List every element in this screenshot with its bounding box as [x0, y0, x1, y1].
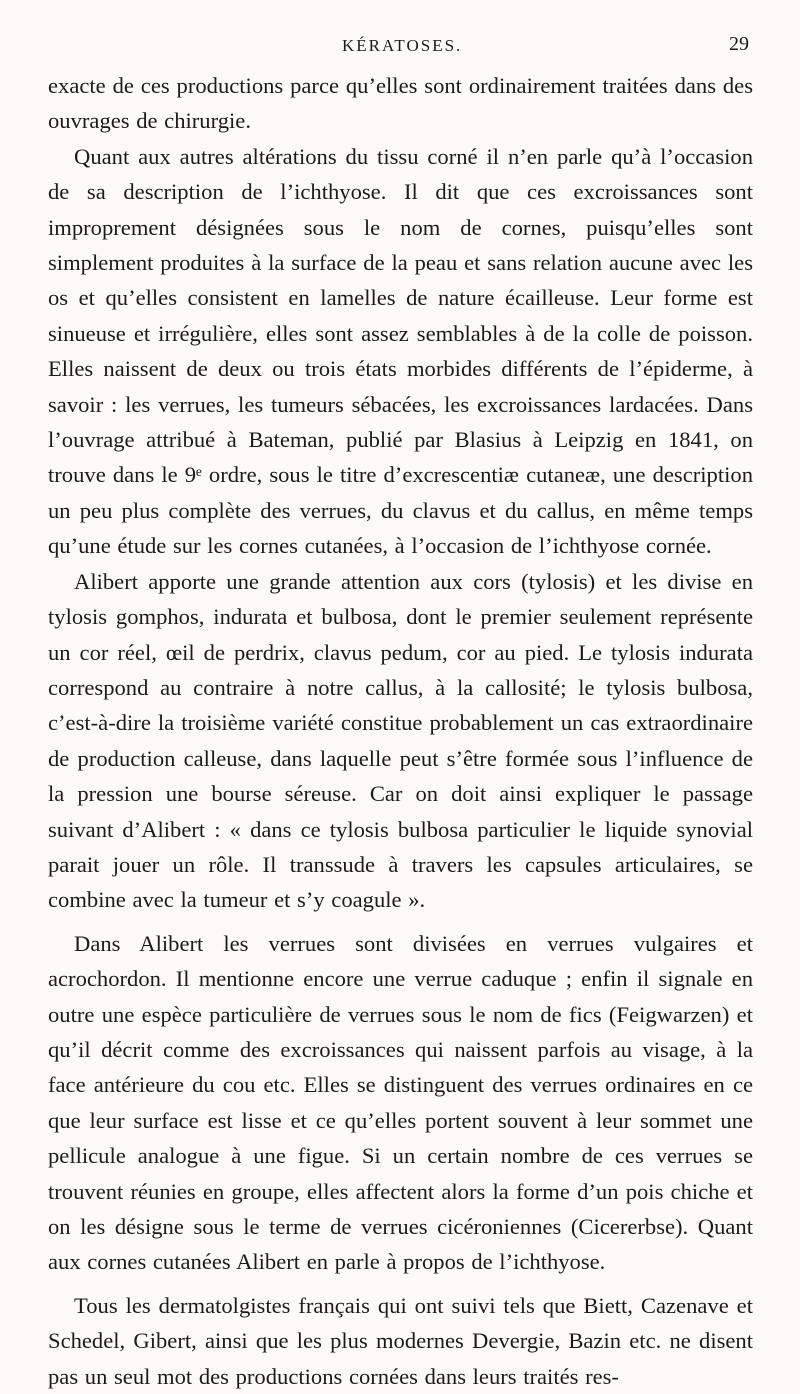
body-text — [48, 68, 753, 1394]
paragraph-3: Alibert apporte une grande attention aux cors (tylosis) et les divise en tylosis gomphos, indurata et bulbosa, dont le premier seulement représente un cor réel, œil de perdrix, clavus pedum, cor au pied. Le tylosis indurata correspond au contraire à notre callus, à la callosité; le tylosis bulbosa, c’est-à-dire la troisième variété constitue probablement un cas extraordinaire de production calleuse, dans laquelle peut s’être formée sous l’influence de la pression une bourse séreuse. Car on doit ainsi expliquer le passage suivant d’Alibert : « dans ce tylosis bulbosa particulier le liquide synovial parait jouer un rôle. Il transsude à travers les capsules articulaires, se combine avec la tumeur et s’y coagule ». — [48, 568, 753, 913]
running-title: KÉRATOSES. — [342, 36, 463, 55]
paragraph-1: exacte de ces productions parce qu’elles sont ordinairement traitées dans des ouvrages de chirurgie. — [48, 73, 753, 134]
page-header — [0, 33, 800, 66]
paragraph-4: Dans Alibert les verrues sont divisées en verrues vulgaires et acrochordon. Il mentionne encore une verrue caduque ; enfin il signale en outre une espèce particulière de verrues sous le nom de fics (Feigwarzen) et qu’il décrit comme des excroissances qui naissent parfois au visage, à la face antérieure du cou etc. Elles se distinguent des verrues ordinaires en ce que leur surface est lisse et ce qu’elles portent souvent à leur sommet une pellicule analogue à une figue. Si un certain nombre de ces verrues se trouvent réunies en groupe, elles affectent alors la forme d’un pois chiche et on les désigne sous le terme de verrues cicéroniennes (Cicererbse). Quant aux cornes cutanées Alibert en parle à propos de l’ichthyose. — [48, 930, 753, 1275]
page-number: 29 — [729, 33, 749, 55]
paragraph-2: Quant aux autres altérations du tissu corné il n’en parle qu’à l’occasion de sa description de l’ichthyose. Il dit que ces excroissances sont improprement désignées sous le nom de cornes, puisqu’elles sont simplement produites à la surface de la peau et sans relation aucune avec les os et qu’elles consistent en lamelles de nature écailleuse. Leur forme est sinueuse et irrégulière, elles sont assez semblables à de la colle de poisson. Elles naissent de deux ou trois états morbides différents de l’épiderme, à savoir : les verrues, les tumeurs sébacées, les excroissances lardacées. Dans l’ouvrage attribué à Bateman, publié par Blasius à Leipzig en 1841, on trouve dans le 9ᵉ ordre, sous le titre d’excrescentiæ cutaneæ, une description un peu plus complète des verrues, du clavus et du callus, en même temps qu’une étude sur les cornes cutanées, à l’occasion de l’ichthyose cornée. — [48, 143, 753, 559]
paragraph-5: Tous les dermatolgistes français qui ont suivi tels que Biett, Cazenave et Schedel, Gibert, ainsi que les plus modernes Devergie, Bazin etc. ne disent pas un seul mot des productions cornées dans leurs traités res- — [48, 1292, 753, 1389]
